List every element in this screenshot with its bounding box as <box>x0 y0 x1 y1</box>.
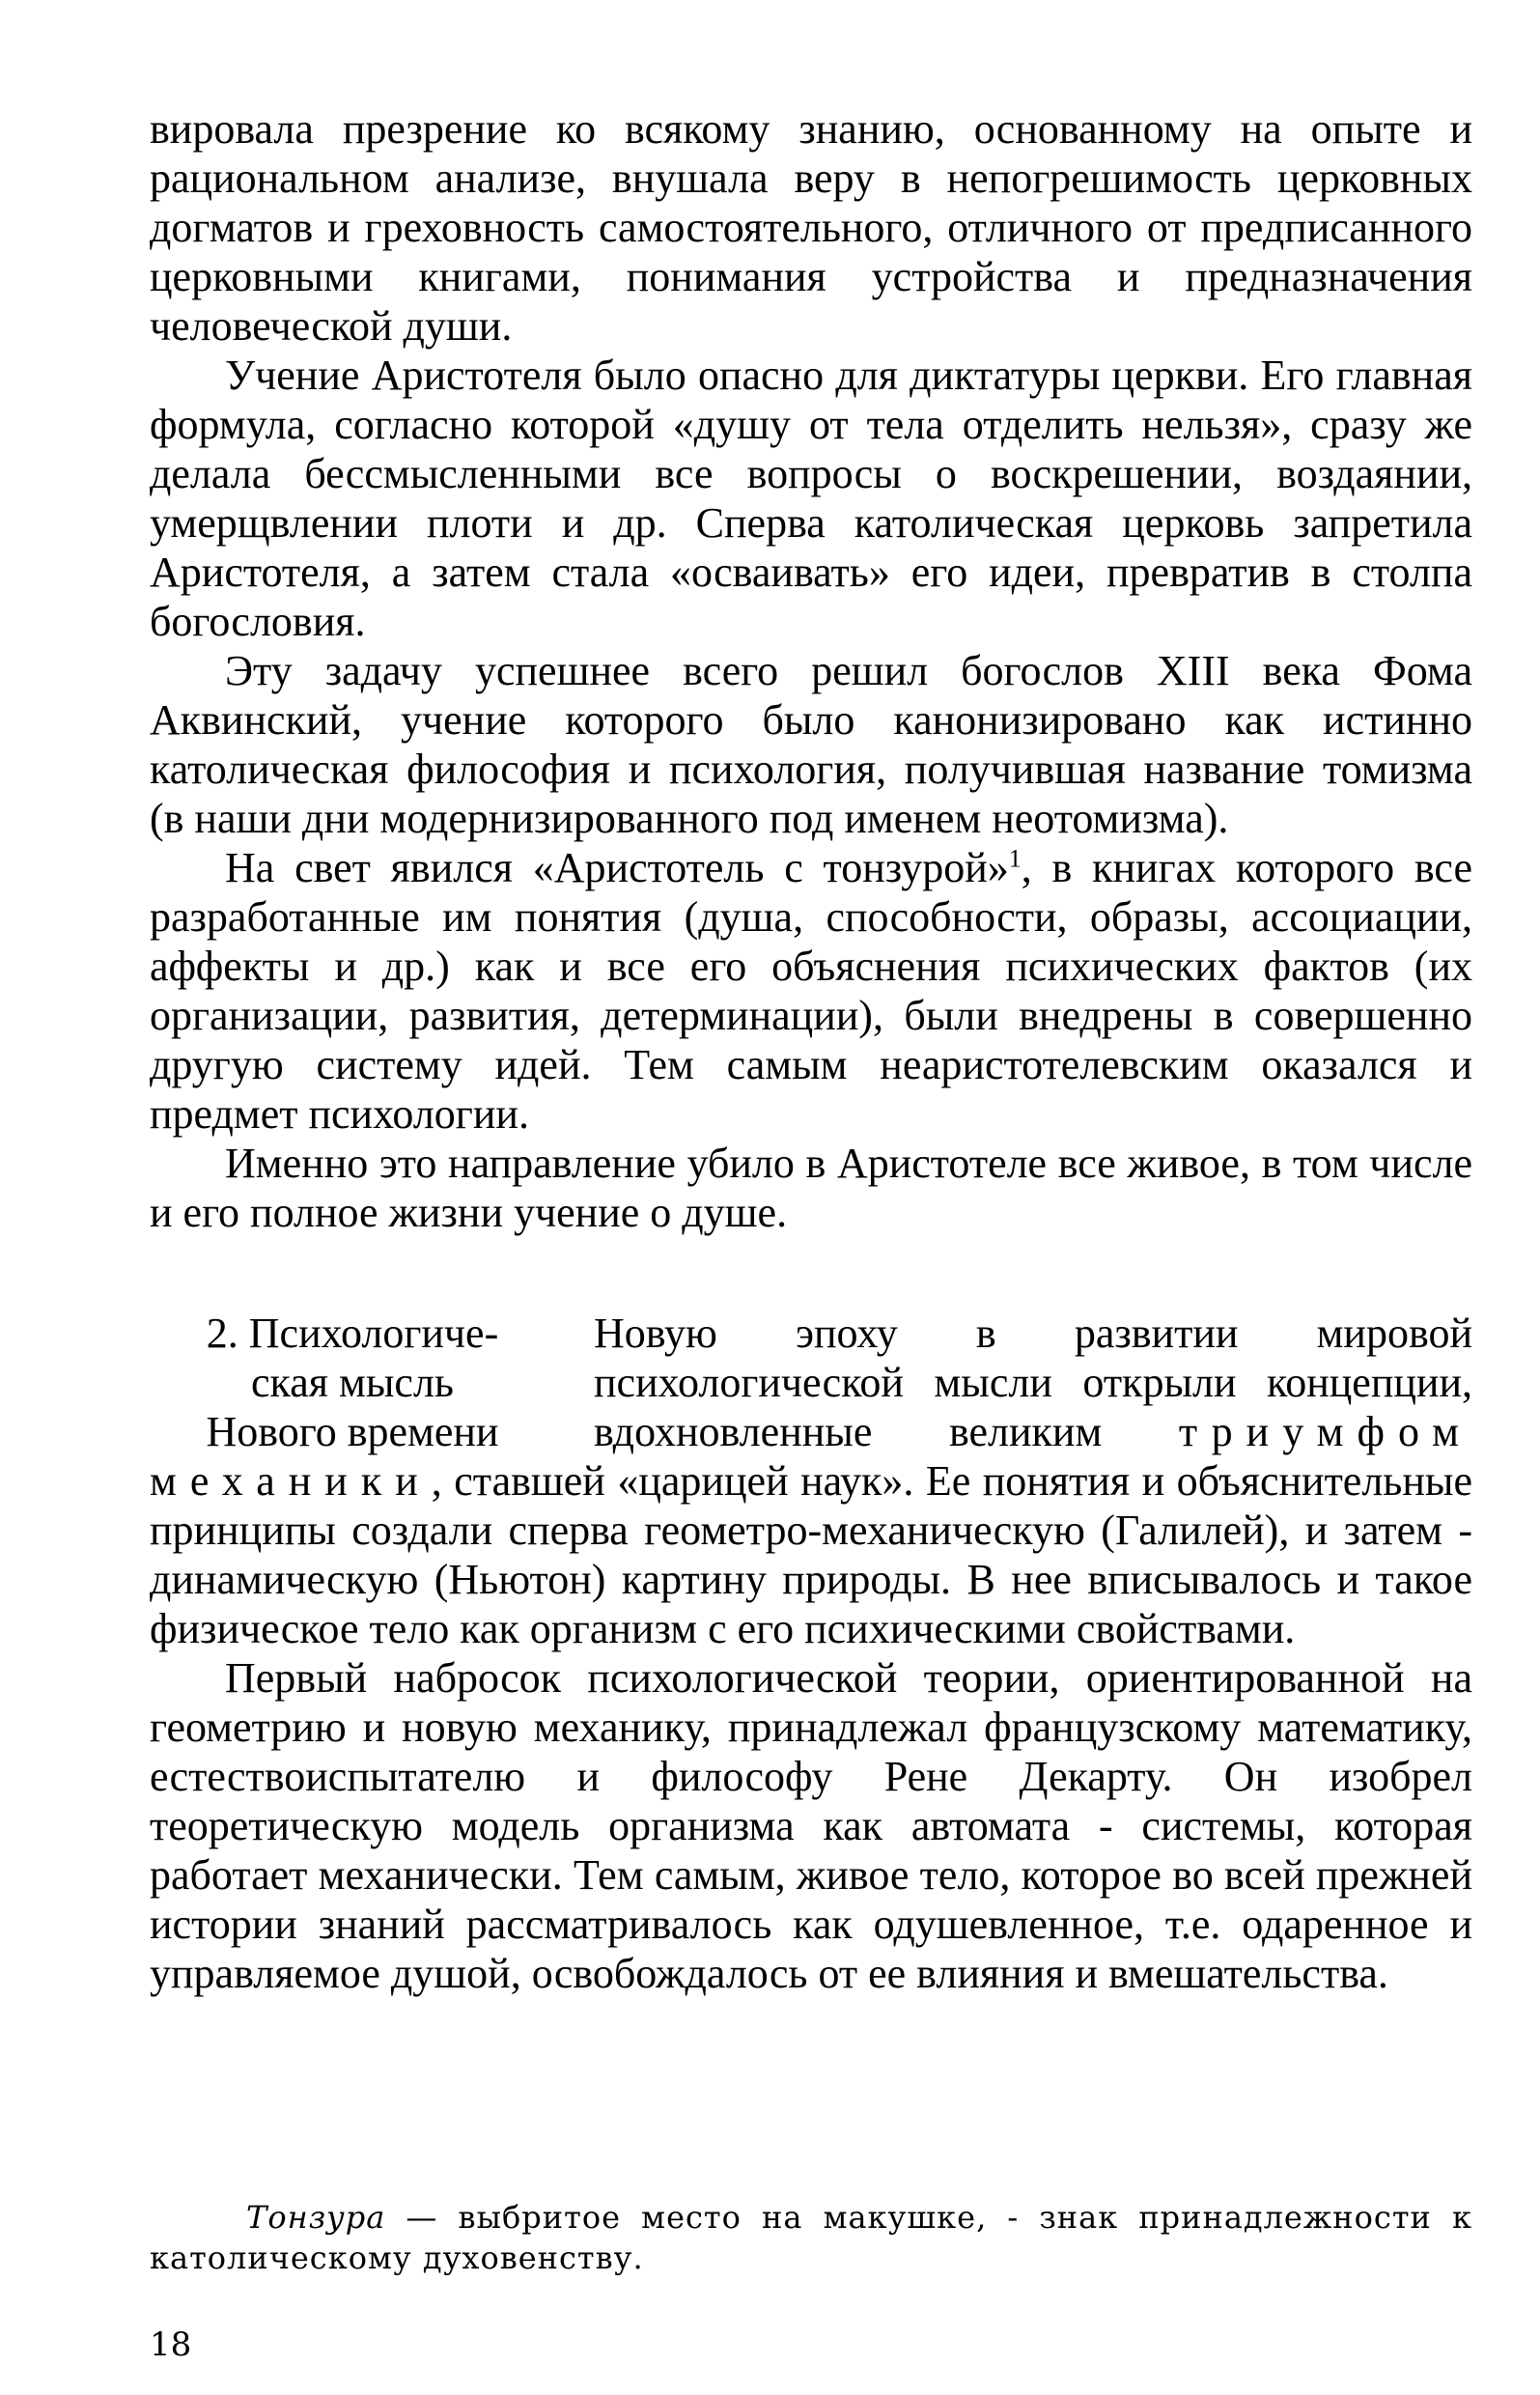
tonsure-text-after: , в книгах которого все разработанные им понятия (душа, способности, образы, ассоциации, аффекты и др.) как и все его объяснения психических фактов (их организации, развития, детерминации), были внедрены в совершенно другую систему идей. Тем самым неаристотелевским оказался и предмет психологии. <box>150 844 1472 1138</box>
paragraph-direction-killed: Именно это направление убило в Аристотеле все живое, в том числе и его полное жизни учение о душе. <box>150 1140 1472 1236</box>
page-number: 18 <box>150 2325 192 2364</box>
tonsure-text-before: На свет явился «Аристотель с тонзурой» <box>225 844 1009 891</box>
heading-line: 2. Психологиче- <box>206 1310 499 1357</box>
paragraph-aristotle-teaching: Учение Аристотеля было опасно для диктатуры церкви. Его главная формула, согласно которой «душу от тела отделить нельзя», сразу же делала бессмысленными все вопросы о воскрешении, воздаянии, умерщвлении плоти и др. Сперва католическая церковь запретила Аристотеля, а затем стала «осваивать» его идеи, превратив в столпа богословия. <box>150 352 1472 645</box>
section-paragraph-descartes: Первый набросок психологической теории, ориентированной на геометрию и новую механику, принадлежал французскому математику, естествоиспытателю и философу Рене Декарту. Он изобрел теоретическую модель организма как автомата - системы, которая работает механически. Тем самым, живое тело, которое во всей прежней истории знаний рассматривалось как одушевленное, т.е. одаренное и управляемое душой, освобождалось от ее влияния и вмешательства. <box>150 1654 1472 1997</box>
emphasized-phrase: триумфом механики <box>150 1408 1472 1505</box>
section-modern-psychology <box>150 1309 1472 1998</box>
footnote <box>150 2197 1472 2278</box>
heading-line: Нового времени <box>206 1408 499 1455</box>
new-epoch-text-after: , ставшей «царицей наук». Ее понятия и объяснительные принципы создали сперва геометро-механическую (Галилей), и затем - динамическую (Ньютон) картину природы. В нее вписывалось и такое физическое тело как организм с его психическими свойствами. <box>150 1457 1472 1652</box>
footnote-marker: 1 <box>1008 844 1022 873</box>
paragraph-continuation: вировала презрение ко всякому знанию, основанному на опыте и рациональном анализе, внушала веру в непогрешимость церковных догматов и греховность самостоятельного, отличного от предписанного церковными книгами, понимания устройства и предназначения человеческой души. <box>150 105 1472 350</box>
heading-line: ская мысль <box>251 1359 454 1406</box>
main-text-block <box>150 104 1472 1237</box>
footnote-text: — выбритое место на макушке, - знак принадлежности к католическому духовенству. <box>150 2199 1472 2276</box>
new-epoch-text-before: Новую эпоху в развитии мировой психологической мысли открыли концепции, вдохновленные великим <box>594 1310 1472 1455</box>
section-heading <box>150 1309 555 1456</box>
footnote-term: Тонзура <box>246 2199 386 2236</box>
paragraph-thomas-aquinas: Эту задачу успешнее всего решил богослов XIII века Фома Аквинский, учение которого было канонизировано как истинно католическая философия и психология, получившая название томизма (в наши дни модернизированного под именем неотомизма). <box>150 647 1472 842</box>
paragraph-tonsure <box>150 843 1472 1139</box>
